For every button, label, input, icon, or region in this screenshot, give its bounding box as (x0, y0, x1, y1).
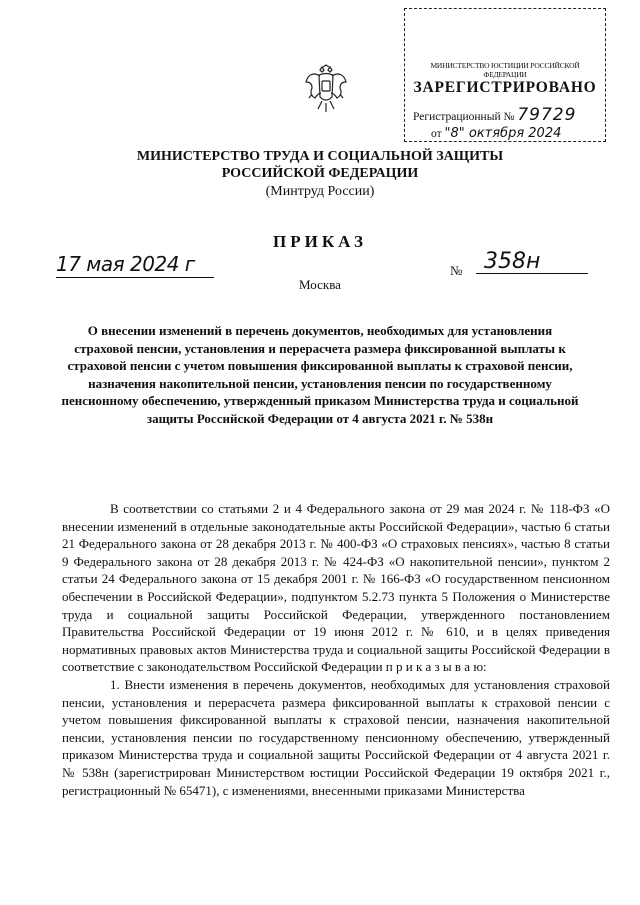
order-city: Москва (299, 277, 341, 292)
stamp-reg-number-label: Регистрационный № (413, 111, 515, 123)
body-paragraph-1: В соответствии со статьями 2 и 4 Федерального закона от 29 мая 2024 г. № 118-ФЗ «О внесении изменений в отдельные законодательные акты Российской Федерации», частью 6 статьи 21 Федерального закона от 28 декабря 2013 г. № 400-ФЗ «О страховых пенсиях», частью 8 статьи 9 Федерального закона от 28 декабря 2013 г. № 424-ФЗ «О накопительной пенсии», пунктом 2 статьи 24 Федерального закона от 15 декабря 2001 г. № 166-ФЗ «О государственном пенсионном обеспечении в Российской Федерации», подпунктом 5.2.73 пункта 5 Положения о Министерстве труда и социальной защиты Российской Федерации, утвержденного постановлением Правительства Российской Федерации от 19 июня 2012 г. № 610, и в целях приведения нормативных правовых актов Министерства труда и социальной защиты Российской Федерации в соответствие с законодательством Российской Федерации п р и к а з ы в а ю: (62, 501, 610, 675)
stamp-ministry: МИНИСТЕРСТВО ЮСТИЦИИ РОССИЙСКОЙ ФЕДЕРАЦИИ (430, 61, 580, 79)
stamp-reg-number (413, 105, 576, 125)
order-number-sign: № (450, 263, 463, 278)
ministry-header (0, 148, 640, 201)
ministry-name-line2: РОССИЙСКОЙ ФЕДЕРАЦИИ (221, 166, 419, 181)
stamp-reg-date-prefix: от (431, 128, 442, 140)
registration-stamp (404, 8, 606, 142)
document-title: О внесении изменений в перечень документов, необходимых для установления страховой пенсии, установления и перерасчета размера фиксированной выплаты к страховой пенсии с учетом повышения фиксированной выплаты к страховой пенсии, назначения накопительной пенсии, установления пенсии по государственному пенсионному обеспечению, утвержденный приказом Министерства труда и социальной защиты Российской Федерации от 4 августа 2021 г. № 538н (61, 323, 579, 426)
document-body (62, 500, 610, 799)
coat-of-arms-icon (304, 64, 348, 116)
ministry-short-name: (Минтруд России) (265, 184, 375, 199)
stamp-registered: ЗАРЕГИСТРИРОВАНО (413, 79, 597, 96)
order-date: 17 мая 2024 г (56, 252, 195, 276)
stamp-reg-date-value: "8" октября 2024 (444, 126, 562, 141)
ministry-name-line1: МИНИСТЕРСТВО ТРУДА И СОЦИАЛЬНОЙ ЗАЩИТЫ (136, 149, 504, 164)
stamp-reg-number-value: 79729 (517, 105, 577, 125)
order-number: 358н (484, 249, 541, 274)
stamp-reg-date (431, 126, 561, 141)
body-paragraph-2: 1. Внести изменения в перечень документов, необходимых для установления страховой пенсии, установления и перерасчета размера фиксированной выплаты к страховой пенсии с учетом повышения фиксированной выплаты к страховой пенсии, назначения накопительной пенсии, установления пенсии по государственному пенсионному обеспечению, утвержденный приказом Министерства труда и социальной защиты Российской Федерации от 4 августа 2021 г. № 538н (зарегистрирован Министерством юстиции Российской Федерации 19 октября 2021 г., регистрационный № 65471), с изменениями, внесенными приказами Министерства (62, 676, 610, 798)
order-number-underline (476, 273, 588, 274)
order-title: ПРИКАЗ (273, 232, 367, 251)
